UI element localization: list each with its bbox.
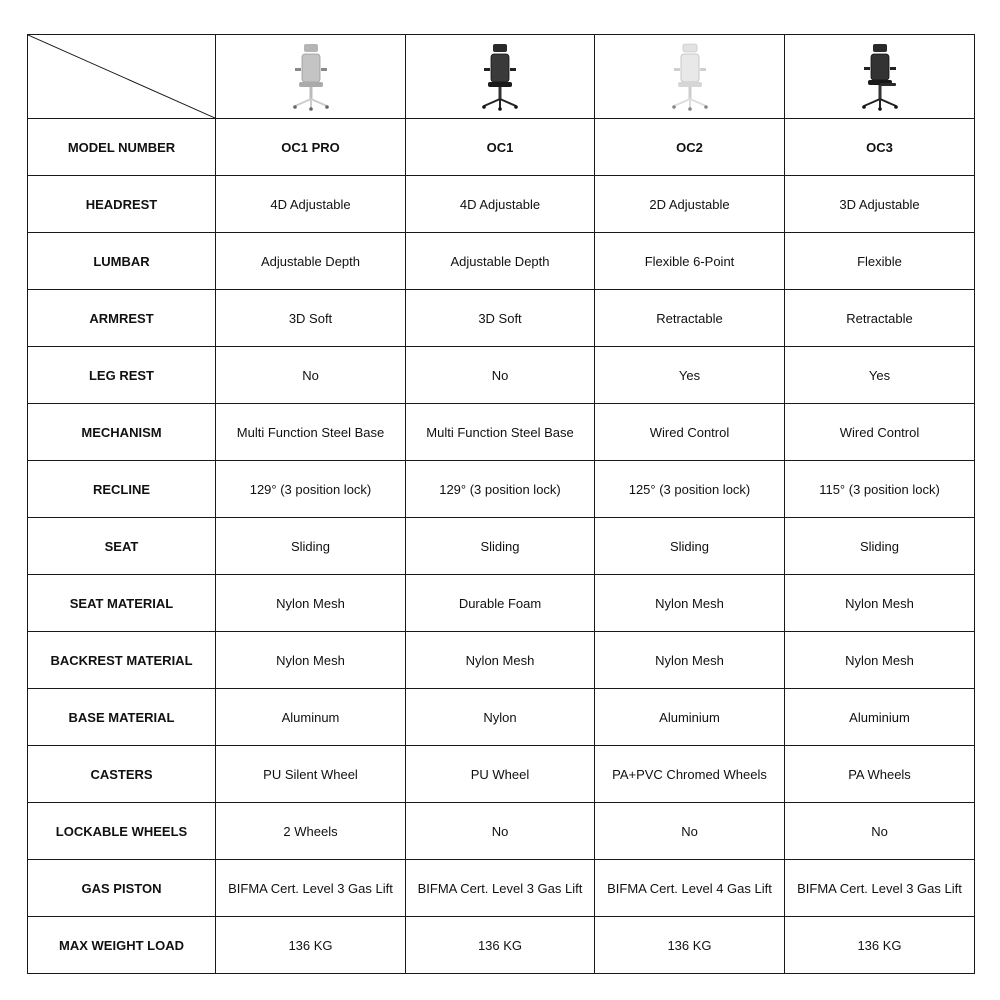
cell-oc2: Sliding (595, 518, 785, 575)
comparison-table (27, 34, 975, 974)
chair-image-oc1 (406, 35, 595, 119)
cell-oc1-pro: BIFMA Cert. Level 3 Gas Lift (216, 860, 406, 917)
cell-oc2: BIFMA Cert. Level 4 Gas Lift (595, 860, 785, 917)
image-row (28, 35, 975, 119)
row-label: BASE MATERIAL (28, 689, 216, 746)
cell-oc3: 115° (3 position lock) (785, 461, 975, 518)
cell-oc1: 4D Adjustable (406, 176, 595, 233)
row-label: LUMBAR (28, 233, 216, 290)
chair-image-oc1-pro (216, 35, 406, 119)
cell-oc3: Wired Control (785, 404, 975, 461)
cell-oc1-pro: Adjustable Depth (216, 233, 406, 290)
row-label: BACKREST MATERIAL (28, 632, 216, 689)
table-row (28, 290, 975, 347)
table-row (28, 860, 975, 917)
chair-icon (281, 42, 341, 112)
cell-oc2: Flexible 6-Point (595, 233, 785, 290)
row-label: RECLINE (28, 461, 216, 518)
cell-oc3: Sliding (785, 518, 975, 575)
chair-image-oc3 (785, 35, 975, 119)
row-label: LOCKABLE WHEELS (28, 803, 216, 860)
row-label: ARMREST (28, 290, 216, 347)
cell-oc1: Sliding (406, 518, 595, 575)
cell-oc1-pro: 3D Soft (216, 290, 406, 347)
cell-oc2: Nylon Mesh (595, 575, 785, 632)
cell-oc3: Nylon Mesh (785, 575, 975, 632)
cell-oc1-pro: No (216, 347, 406, 404)
cell-oc2: Wired Control (595, 404, 785, 461)
cell-oc2: 2D Adjustable (595, 176, 785, 233)
cell-oc1: OC1 (406, 119, 595, 176)
row-label: MODEL NUMBER (28, 119, 216, 176)
cell-oc1: No (406, 803, 595, 860)
cell-oc1: BIFMA Cert. Level 3 Gas Lift (406, 860, 595, 917)
cell-oc1-pro: Nylon Mesh (216, 575, 406, 632)
table-row (28, 632, 975, 689)
cell-oc3: Aluminium (785, 689, 975, 746)
row-label: SEAT (28, 518, 216, 575)
cell-oc2: 125° (3 position lock) (595, 461, 785, 518)
cell-oc1-pro: Sliding (216, 518, 406, 575)
cell-oc1-pro: 4D Adjustable (216, 176, 406, 233)
cell-oc2: Nylon Mesh (595, 632, 785, 689)
cell-oc2: PA+PVC Chromed Wheels (595, 746, 785, 803)
cell-oc2: No (595, 803, 785, 860)
table-row (28, 347, 975, 404)
cell-oc1-pro: 136 KG (216, 917, 406, 974)
diagonal-divider (28, 35, 215, 118)
row-label: GAS PISTON (28, 860, 216, 917)
cell-oc2: Yes (595, 347, 785, 404)
corner-cell (28, 35, 216, 119)
cell-oc1-pro: Nylon Mesh (216, 632, 406, 689)
row-label: MAX WEIGHT LOAD (28, 917, 216, 974)
table-row (28, 518, 975, 575)
table-row (28, 746, 975, 803)
table-row (28, 803, 975, 860)
cell-oc3: 136 KG (785, 917, 975, 974)
cell-oc1: No (406, 347, 595, 404)
table-row (28, 689, 975, 746)
row-label: LEG REST (28, 347, 216, 404)
cell-oc3: Retractable (785, 290, 975, 347)
cell-oc1: 3D Soft (406, 290, 595, 347)
chair-image-oc2 (595, 35, 785, 119)
table-row (28, 404, 975, 461)
cell-oc1: 136 KG (406, 917, 595, 974)
cell-oc1: Multi Function Steel Base (406, 404, 595, 461)
cell-oc3: OC3 (785, 119, 975, 176)
cell-oc3: 3D Adjustable (785, 176, 975, 233)
cell-oc3: Flexible (785, 233, 975, 290)
table-row (28, 461, 975, 518)
cell-oc2: Aluminium (595, 689, 785, 746)
table-row (28, 176, 975, 233)
cell-oc3: Nylon Mesh (785, 632, 975, 689)
cell-oc1: Durable Foam (406, 575, 595, 632)
cell-oc2: Retractable (595, 290, 785, 347)
cell-oc3: No (785, 803, 975, 860)
cell-oc1-pro: OC1 PRO (216, 119, 406, 176)
chair-icon (850, 42, 910, 112)
row-label: CASTERS (28, 746, 216, 803)
cell-oc1: PU Wheel (406, 746, 595, 803)
table-row (28, 575, 975, 632)
cell-oc1-pro: 2 Wheels (216, 803, 406, 860)
cell-oc1-pro: 129° (3 position lock) (216, 461, 406, 518)
chair-icon (470, 42, 530, 112)
cell-oc3: PA Wheels (785, 746, 975, 803)
cell-oc2: 136 KG (595, 917, 785, 974)
cell-oc1-pro: PU Silent Wheel (216, 746, 406, 803)
cell-oc3: Yes (785, 347, 975, 404)
chair-icon (660, 42, 720, 112)
cell-oc1-pro: Aluminum (216, 689, 406, 746)
cell-oc2: OC2 (595, 119, 785, 176)
row-label: MECHANISM (28, 404, 216, 461)
row-label: SEAT MATERIAL (28, 575, 216, 632)
table-row (28, 233, 975, 290)
cell-oc1: Adjustable Depth (406, 233, 595, 290)
table-row (28, 119, 975, 176)
cell-oc1: Nylon Mesh (406, 632, 595, 689)
cell-oc1: Nylon (406, 689, 595, 746)
cell-oc1-pro: Multi Function Steel Base (216, 404, 406, 461)
cell-oc1: 129° (3 position lock) (406, 461, 595, 518)
table-row (28, 917, 975, 974)
cell-oc3: BIFMA Cert. Level 3 Gas Lift (785, 860, 975, 917)
row-label: HEADREST (28, 176, 216, 233)
